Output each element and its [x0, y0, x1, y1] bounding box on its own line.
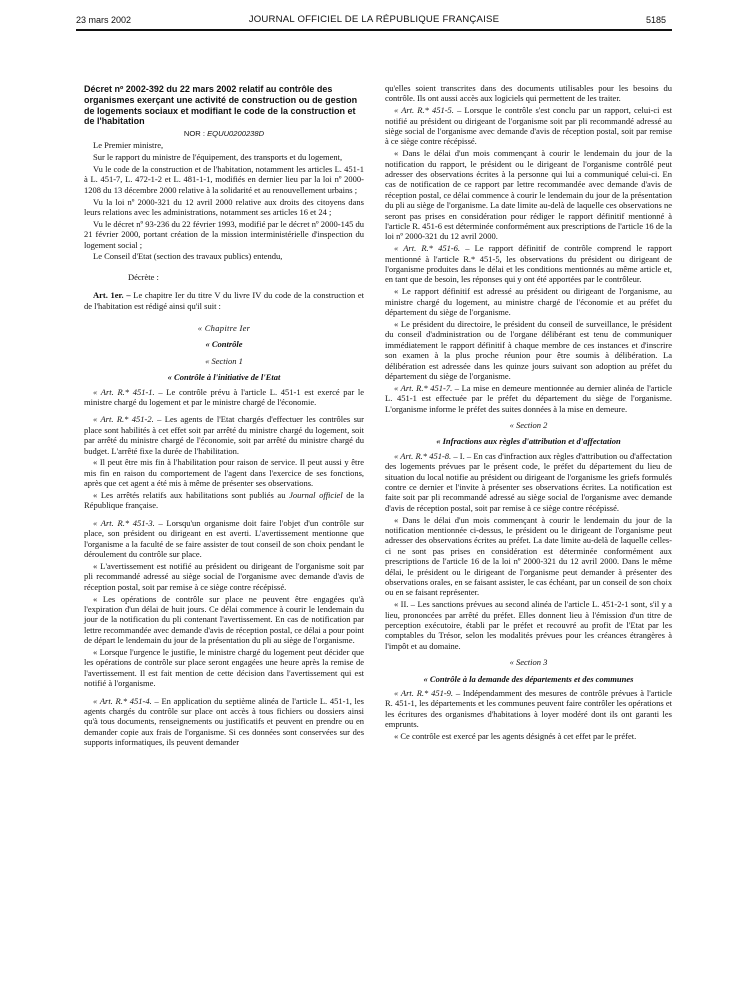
article-text: – En application du septième alinéa de l'article L. 451-1, les agents chargés du contrôle sur place ont accès à tous fichiers ou dossiers ainsi qu'à tous documents, renseignements ou justificatifs et peuvent en prendre ou en demander copie aux frais de l'organisme. Si ces données sont conservées sur des supports informatiques, ils peuvent demander — [84, 695, 364, 748]
article-text: – Le contrôle prévu à l'article L. 451-1 est exercé par le ministre chargé du logement et par le ministre chargé de l'économie. — [84, 386, 364, 408]
article-1-text: Le chapitre Ier du titre V du livre IV du code de la construction et de l'habitation est rédigé ainsi qu'il suit : — [84, 290, 365, 311]
article-1-label: Art. 1er. – — [93, 290, 131, 301]
article-label: « Art. R.* 451-4. — [93, 695, 152, 706]
visa-line: Le Premier ministre, — [93, 140, 164, 151]
section-1-title: « Contrôle à l'initiative de l'Etat — [167, 372, 281, 383]
visa-line: Vu la loi nº 2000-321 du 12 avril 2000 relative aux droits des citoyens dans leurs relations avec les administrations, notamment ses articles 16 et 24 ; — [84, 196, 364, 217]
section-3-heading: « Section 3 — [509, 657, 548, 668]
article-label: « Art. R.* 451-9. — [394, 688, 454, 699]
visa-line: Vu le code de la construction et de l'habitation, notamment les articles L. 451-1 à L. 451-7, L. 472-1-2 et L. 481-1-1, modifiés en dernier lieu par la loi nº 2000-1208 du 13 décembre 2000 relative à la solidarité et au renouvellement urbains ; — [84, 163, 364, 195]
paragraph: « Lorsque l'urgence le justifie, le ministre chargé du logement peut décider que les opérations de contrôle sur place seront engagées une heure après la remise de l'avertissement. Il est fait mention de cette décision dans l'avertissement qui est notifié à l'organisme. — [84, 646, 364, 689]
paragraph-text: « Les arrêtés relatifs aux habilitations sont publiés au — [93, 490, 286, 501]
right-column — [385, 83, 672, 743]
article-text: – Lorsque le contrôle s'est conclu par un rapport, celui-ci est notifié au président ou dirigeant de l'organisme soit par pli recommandé adressé au siège social de l'organisme avec demande d'avis de réception postal, soit par remise à ce siège contre récépissé. — [385, 105, 673, 147]
article-label: « Art. R.* 451-3. — [93, 517, 155, 528]
nor-value: EQUU0200238D — [207, 128, 265, 138]
section-2-heading: « Section 2 — [509, 419, 548, 430]
article-r451-4 — [84, 696, 364, 748]
article-r451-6 — [385, 243, 672, 285]
article-r451-9 — [385, 688, 672, 730]
decrete-line: Décrète : — [128, 271, 159, 282]
article-text: – La mise en demeure mentionnée au dernier alinéa de l'article L. 451-1 est effectuée par le préfet du département du siège de l'organisme. L'organisme informe le préfet des suites données à la mise en demeure. — [385, 382, 672, 414]
article-r451-7 — [385, 383, 672, 414]
article-label: « Art. R.* 451-6. — [394, 243, 461, 254]
article-label: « Art. R.* 451-2. — [93, 414, 154, 425]
visa-line: Le Conseil d'Etat (section des travaux publics) entendu, — [93, 251, 283, 262]
paragraph: « II. – Les sanctions prévues au second alinéa de l'article L. 451-2-1 sont, s'il y a lieu, prononcées par arrêté du préfet. Elles donnent lieu à l'émission d'un titre de perception exécutoire, établi par le préfet et recouvré au profit de l'Etat par les comptables du Trésor, selon les modalités prévues pour les créances étrangères à l'impôt et au domaine. — [385, 599, 672, 651]
paragraph: « Ce contrôle est exercé par les agents désignés à cet effet par le préfet. — [394, 731, 637, 742]
nor-label: NOR : — [183, 128, 205, 138]
chapitre-heading — [84, 323, 364, 333]
section-3-title: « Contrôle à la demande des départements et des communes — [423, 673, 634, 684]
header-date: 23 mars 2002 — [76, 15, 132, 25]
left-column — [84, 84, 364, 749]
journal-title: JOURNAL OFFICIEL DE LA RÉPUBLIQUE FRANÇAISE — [248, 14, 500, 25]
header-rule — [76, 29, 672, 31]
paragraph: qu'elles soient transcrites dans des documents utilisables pour les besoins du contrôle. Ils ont aussi accès aux logiciels qui permettent de les traiter. — [385, 83, 672, 104]
article-label: « Art. R.* 451-8. — [394, 450, 452, 461]
article-r451-3 — [84, 518, 364, 560]
article-text: – Le rapport définitif de contrôle comprend le rapport mentionné à l'article R.* 451-5, les observations du président ou dirigeant de l'organisme produites dans le délai et les conditions mentionnés au même article et, en tant que de besoin, les réponses qui y ont été apportées par le contrôleur. — [385, 243, 673, 285]
article-r451-8 — [385, 451, 672, 513]
paragraph: « Les opérations de contrôle sur place ne peuvent être engagées qu'à l'expiration d'un délai de huit jours. Ce délai commence à courir le lendemain du jour de la notification du pli contenant l'avertissement. En cas de notification par lettre recommandée avec demande d'avis de réception postal, ce délai a pour point de départ le lendemain du jour de la présentation du pli au siège de l'organisme. — [84, 593, 364, 646]
paragraph: « Dans le délai d'un mois commençant à courir le lendemain du jour de la notification du rapport, le président ou le dirigeant de l'organisme contrôlé peut adresser des observations écrites à la personne qui lui a communiqué celui-ci. En cas de notification de ce rapport par lettre recommandée avec demande d'avis de réception postal, ce délai commence à courir le lendemain du jour de la présentation du pli au siège de l'organisme. La date limite au-delà de laquelle ces observations ne seront pas prises en considération pour rédiger le rapport définitif mentionné à l'article R. 451-6 est déterminée conformément aux prescriptions de l'article 16 de la loi nº 2000-321 du 12 avril 2000. — [385, 148, 672, 242]
paragraph — [84, 490, 364, 511]
visa-line: Vu le décret nº 93-236 du 22 février 1993, modifié par le décret nº 2000-145 du 21 février 2000, portant création de la mission interministérielle d'inspection du logement social ; — [84, 218, 364, 250]
article-r451-5 — [385, 105, 672, 147]
article-text: – Lorsqu'un organisme doit faire l'objet d'un contrôle sur place, son président ou dirigeant en est averti. L'avertissement mentionne que l'organisme a la faculté de se faire assister de tout conseil de son choix pendant le déroulement du contrôle sur place. — [84, 517, 364, 560]
article-text: – I. – En cas d'infraction aux règles d'attribution ou d'affectation des logements prévues par le présent code, le préfet du département du lieu de situation du local notifie au président ou dirigeant de l'organisme les griefs formulés contre ce dernier et l'invite à présenter ses observations écrites. La notification est faite soit par pli recommandé adressé au siège social de l'organisme avec demande d'avis de réception postal, soit par remise à ce siège contre récépissé. — [385, 450, 672, 513]
paragraph: « Il peut être mis fin à l'habilitation pour raison de service. Il peut aussi y être mis fin en raison du comportement de l'agent dans l'exercice de ses fonctions, après que cet agent a été mis à même de présenter ses observations. — [84, 457, 364, 489]
page-number: 5185 — [646, 15, 667, 25]
article-text: – Les agents de l'Etat chargés d'effectuer les contrôles sur place sont habilités à cet effet soit par arrêté du ministre chargé du logement, soit par arrêté du ministre chargé de l'économie, soit par arrêté du ministre chargé du budget. L'arrêté fixe la durée de l'habilitation. — [84, 414, 365, 456]
article-1 — [84, 290, 364, 311]
journal-reference: Journal officiel — [289, 490, 343, 501]
article-label: « Art. R.* 451-5. — [394, 105, 454, 116]
article-r451-2 — [84, 414, 364, 456]
article-label: « Art. R.* 451-7. — [394, 382, 453, 393]
article-label: « Art. R.* 451-1. — [93, 386, 155, 397]
paragraph: « Dans le délai d'un mois commençant à courir le lendemain du jour de la notification mentionnée ci-dessus, le président ou le dirigeant de l'organisme peut adresser des observations écrites au préfet. La date limite au-delà de laquelle celles-ci ne sont pas prises en considération est déterminée conformément aux prescriptions de l'article 16 de la loi nº 2000-321 du 12 avril 2000. Dans le même délai, le président ou le dirigeant de l'organisme peut demander à présenter des observations orales, en se faisant assister, le cas échéant, par un conseil de son choix ou en se faisant représenter. — [385, 514, 672, 598]
article-r451-1 — [84, 387, 364, 408]
nor-line — [84, 129, 364, 139]
paragraph: « Le rapport définitif est adressé au président ou dirigeant de l'organisme, au ministre chargé du logement, au ministre chargé de l'économie et au préfet du département du siège de l'organisme. — [385, 286, 672, 318]
chapitre-text: « Chapitre Ier — [197, 323, 251, 334]
paragraph: « Le président du directoire, le président du conseil de surveillance, le président du conseil d'administration ou de l'organe délibérant est tenu de communiquer immédiatement le rapport définitif à chaque membre de ces instances et d'inscrire son examen à la plus proche réunion pour être soumis à délibération. La délibération est adressée dans les quinze jours suivant son adoption au préfet du département du siège de l'organisme. — [385, 318, 672, 381]
paragraph-text: de la République française. — [84, 490, 365, 511]
decree-title: Décret nº 2002-392 du 22 mars 2002 relatif au contrôle des organismes exerçant une activité de construction ou de gestion de logements sociaux et modifiant le code de la construction et de l'habitation — [84, 84, 358, 127]
controle-heading: « Contrôle — [205, 339, 243, 350]
visa-line: Sur le rapport du ministre de l'équipement, des transports et du logement, — [93, 152, 343, 163]
section-1-heading: « Section 1 — [205, 355, 243, 366]
section-2-title: « Infractions aux règles d'attribution et d'affectation — [436, 436, 621, 447]
paragraph: « L'avertissement est notifié au président ou dirigeant de l'organisme soit par pli recommandé adressé au siège social de l'organisme avec demande d'avis de réception postal, soit par remise à ce siège contre récépissé. — [84, 560, 364, 592]
article-text: – Indépendamment des mesures de contrôle prévues à l'article R. 451-1, les départements et les communes peuvent faire contrôler les opérations et les écritures des organismes d'habitations à loyer modéré dont ils ont garanti les emprunts. — [385, 688, 672, 730]
